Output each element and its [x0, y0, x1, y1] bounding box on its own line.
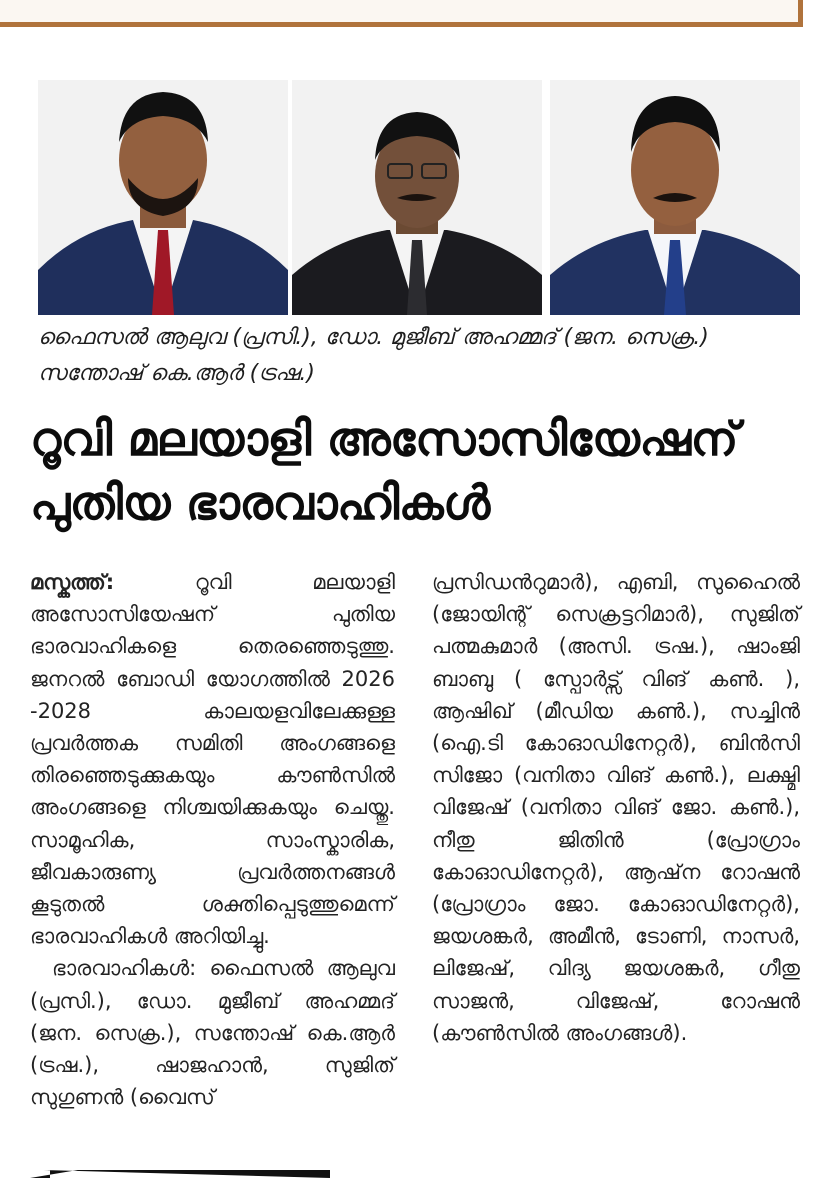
- article-paragraph-1: [30, 566, 395, 952]
- photo-caption: ഫൈസൽ ആലുവ (പ്രസി.), ഡോ. മുജീബ് അഹമ്മദ് (ജന. സെക്ര.) സന്തോഷ് കെ.ആർ (ട്രഷ.): [38, 325, 709, 386]
- article-lead-text: റൂവി മലയാളി അസോസിയേഷന് പുതിയ ഭാരവാഹികളെ തെരഞ്ഞെടുത്തു. ജനറൽ ബോഡി യോഗത്തിൽ 2026 -2028 കാലയളവിലേക്കുള്ള പ്രവർത്തക സമിതി അംഗങ്ങളെ തിരഞ്ഞെടുക്കുകയും കൗൺസിൽ അംഗങ്ങളെ നിശ്ചയിക്കുകയും ചെയ്തു. സാമൂഹിക, സാംസ്കാരിക, ജീവകാരുണ്യ പ്രവർത്തനങ്ങൾ കൂടുതൽ ശക്തിപ്പെടുത്തുമെന്ന് ഭാരവാഹികൾ അറിയിച്ചു.: [30, 570, 395, 949]
- article-column-left: [30, 566, 395, 1113]
- dateline: മസ്കത്ത്:: [30, 570, 115, 594]
- headline: റൂവി മലയാളി അസോസിയേഷന് പുതിയ ഭാരവാഹികൾ: [30, 412, 738, 531]
- photo-treasurer: [550, 80, 800, 315]
- photo-president: [38, 80, 288, 315]
- article-paragraph-2: ഭാരവാഹികൾ: ഫൈസൽ ആലുവ (പ്രസി.), ഡോ. മുജീബ് അഹമ്മദ് (ജന. സെക്ര.), സന്തോഷ് കെ.ആർ (ട്രഷ.), ഷാജഹാൻ, സുജിത് സുഗുണൻ (വൈസ്: [30, 956, 395, 1110]
- photo-general-secretary: [292, 80, 542, 315]
- top-frame-border: [0, 0, 803, 27]
- next-headline-cutoff: [30, 1164, 530, 1178]
- article-column-right: പ്രസിഡൻറുമാർ), എബി, സുഹൈൽ (ജോയിന്റ് സെക്രട്ടറിമാർ), സുജിത് പത്മകുമാർ (അസി. ട്രഷ.), ഷാംജി ബാബു ( സ്പോർട്സ് വിങ് കൺ. ), ആഷിഖ് (മീഡിയ കൺ.), സച്ചിൻ (ഐ.ടി കോഓഡിനേറ്റർ), ബിൻസി സിജോ (വനിതാ വിങ് കൺ.), ലക്ഷ്മി വിജേഷ് (വനിതാ വിങ് ജോ. കൺ.), നീതു ജിതിൻ (പ്രോഗ്രാം കോഓഡിനേറ്റർ), ആഷ്‌ന റോഷൻ (പ്രോഗ്രാം ജോ. കോഓഡിനേറ്റർ), ജയശങ്കർ, അമീൻ, ടോണി, നാസർ, ലിജേഷ്, വിദ്യ ജയശങ്കർ, ഗീതു സാജൻ, വിജേഷ്, റോഷൻ (കൗൺസിൽ അംഗങ്ങൾ).: [432, 570, 800, 1045]
